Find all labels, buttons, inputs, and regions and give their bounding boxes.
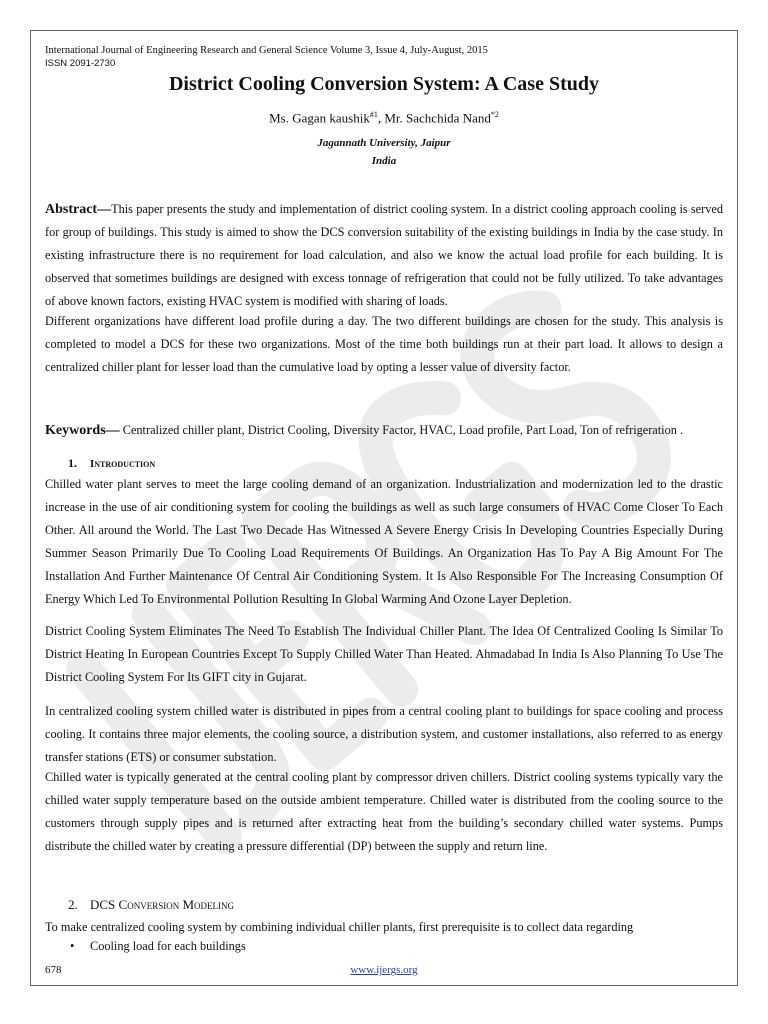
bullet-item	[70, 939, 246, 954]
abstract-paragraph-2	[45, 310, 723, 379]
section-2-paragraph-1: To make centralized cooling system by combining individual chiller plants, first prerequisite is to collect data regarding	[45, 920, 634, 934]
author-2: Mr. Sachchida Nand	[384, 110, 491, 126]
author-separator: ,	[377, 110, 385, 126]
abstract-text-2: Different organizations have different load profile during a day. The two different buildings are chosen for the study. This analysis is completed to model a DCS for these two organizations. Most of the time both buildings run at their part load. It allows to design a centralized chiller plant for lesser load than the cumulative load by opting a lesser value of diversity factor.	[45, 314, 723, 374]
section-1-number: 1.	[68, 456, 77, 470]
author-2-sup: *2	[490, 110, 499, 119]
abstract-label: Abstract—	[45, 202, 112, 217]
bullet-text: Cooling load for each buildings	[90, 939, 246, 953]
section-2-number: 2.	[68, 897, 78, 912]
page-number: 678	[45, 964, 62, 976]
authors	[0, 110, 768, 126]
journal-website-link[interactable]: www.ijergs.org	[350, 964, 418, 976]
section-2-heading	[68, 897, 234, 913]
author-1: Ms. Gagan kaushik	[269, 110, 370, 126]
section-2-title: DCS Conversion Modeling	[90, 897, 235, 912]
section-1-paragraph-4: Chilled water is typically generated at the central cooling plant by compressor driven chillers. District cooling systems typically vary the chilled water supply temperature based on the outside ambient temperature. Chilled water is distributed from the cooling source to the customers through supply pipes and is returned after extracting heat from the building’s secondary chilled water systems. Pumps distribute the chilled water by creating a pressure differential (DP) between the supply and return line.	[45, 770, 723, 853]
affiliation-university: Jagannath University, Jaipur	[317, 137, 451, 149]
journal-header: International Journal of Engineering Research and General Science Volume 3, Issue 4, July-August, 2015	[45, 45, 488, 56]
keywords-text: Centralized chiller plant, District Cooling, Diversity Factor, HVAC, Load profile, Part Load, Ton of refrigeration .	[119, 423, 684, 437]
section-1-title: Introduction	[90, 458, 156, 470]
paper-title: District Cooling Conversion System: A Case Study	[168, 73, 599, 95]
section-1-paragraph-1: Chilled water plant serves to meet the large cooling demand of an organization. Industrialization and modernization led to the drastic increase in the use of air conditioning system for cooling the buildings as well as such large consumers of HVAC Come Closer To Each Other. All around the World. The Last Two Decade Has Witnessed A Severe Energy Crisis In Developing Countries Especially During Summer Season Primarily Due To Cooling Load Requirements Of Buildings. An Organization Has To Pay A Big Amount For The Installation And Further Maintenance Of Central Air Conditioning System. It Is Also Responsible For The Increasing Consumption Of Energy Which Led To Environmental Pollution Resulting In Global Warming And Ozone Layer Depletion.	[45, 477, 723, 606]
keywords-label: Keywords—	[45, 423, 120, 438]
section-1-paragraph-2: District Cooling System Eliminates The Need To Establish The Individual Chiller Plant. The Idea Of Centralized Cooling Is Similar To District Heating In European Countries Except To Supply Chilled Water Than Heated. Ahmadabad In India Is Also Planning To Use The District Cooling System For Its GIFT city in Gujarat.	[45, 624, 723, 684]
section-1-paragraph-3: In centralized cooling system chilled water is distributed in pipes from a central cooling plant to buildings for space cooling and process cooling. It contains three major elements, the cooling source, a distribution system, and customer installations, also referred to as energy transfer stations (ETS) or consumer substation.	[45, 704, 723, 764]
issn: ISSN 2091-2730	[45, 58, 116, 69]
author-1-sup: #1	[369, 110, 378, 119]
abstract-paragraph-1	[45, 198, 723, 313]
keywords	[45, 423, 723, 439]
abstract-text-1: This paper presents the study and implementation of district cooling system. In a district cooling approach cooling is served for group of buildings. This study is aimed to show the DCS conversion suitability of the existing buildings in India by the case study. In existing infrastructure there is no requirement for load calculation, and also we know the actual load profile for each building. It is observed that sometimes buildings are designed with excess tonnage of refrigeration that could not be fully utilized. To take advantages of above known factors, existing HVAC system is modified with sharing of loads.	[45, 202, 723, 308]
section-1-heading	[68, 456, 155, 471]
affiliation-country: India	[371, 155, 397, 167]
bullet-icon: •	[70, 939, 75, 953]
